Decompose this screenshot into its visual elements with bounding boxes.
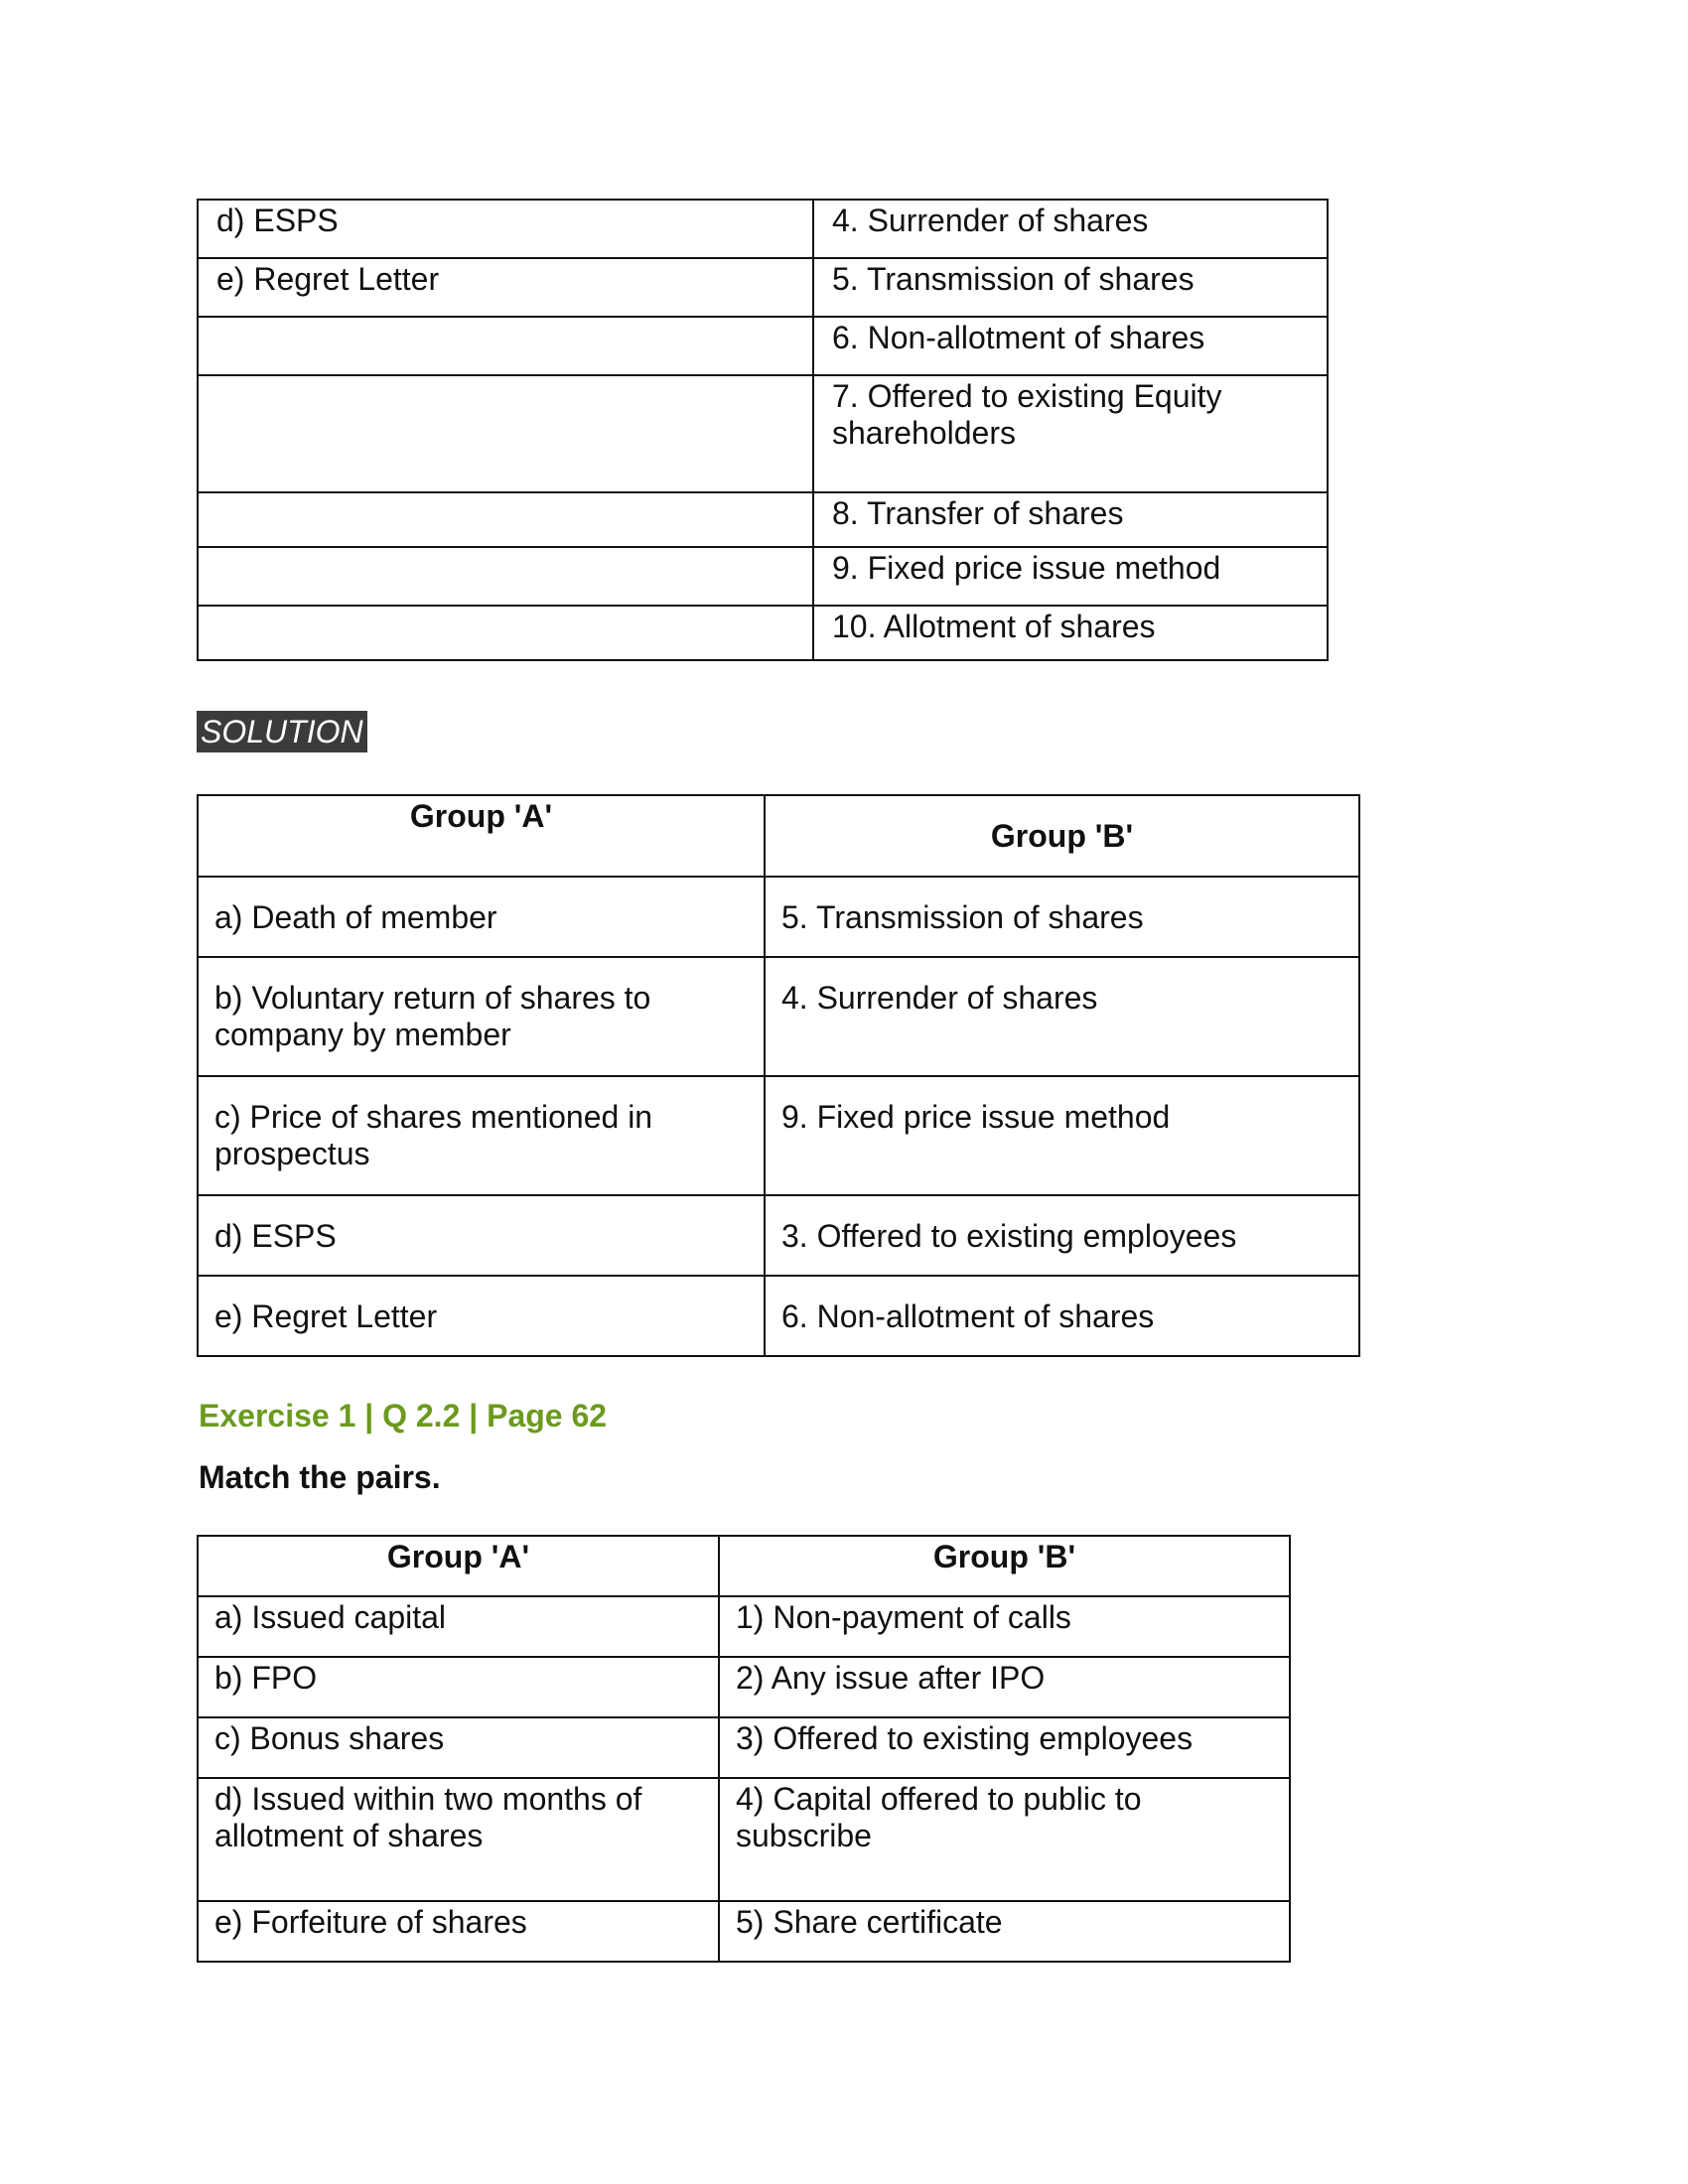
table-row bbox=[198, 1195, 1359, 1276]
group-a-cell: b) FPO bbox=[198, 1657, 719, 1717]
table-row bbox=[198, 1657, 1290, 1717]
match-table-continued bbox=[197, 199, 1329, 661]
table-header-row bbox=[198, 1536, 1290, 1596]
table-row bbox=[198, 1276, 1359, 1356]
group-b-header: Group 'B' bbox=[719, 1536, 1290, 1596]
group-b-cell: 3) Offered to existing employees bbox=[719, 1717, 1290, 1778]
group-a-cell: e) Regret Letter bbox=[198, 258, 813, 317]
table-row bbox=[198, 1596, 1290, 1657]
table-row bbox=[198, 547, 1328, 606]
group-b-cell: 3. Offered to existing employees bbox=[765, 1195, 1359, 1276]
table-row bbox=[198, 200, 1328, 258]
table-header-row bbox=[198, 795, 1359, 877]
group-a-cell: c) Bonus shares bbox=[198, 1717, 719, 1778]
group-b-cell: 9. Fixed price issue method bbox=[813, 547, 1328, 606]
group-b-cell: 7. Offered to existing Equity shareholders bbox=[813, 375, 1328, 492]
group-b-cell: 6. Non-allotment of shares bbox=[765, 1276, 1359, 1356]
solution-label: SOLUTION bbox=[197, 711, 367, 752]
group-b-cell: 5) Share certificate bbox=[719, 1901, 1290, 1962]
group-a-header: Group 'A' bbox=[198, 795, 765, 877]
table-row bbox=[198, 317, 1328, 375]
group-a-cell: d) ESPS bbox=[198, 200, 813, 258]
group-b-header: Group 'B' bbox=[765, 795, 1359, 877]
table-row bbox=[198, 1717, 1290, 1778]
group-a-cell: e) Forfeiture of shares bbox=[198, 1901, 719, 1962]
table-row bbox=[198, 1778, 1290, 1901]
question-text: Match the pairs. bbox=[199, 1459, 441, 1495]
match-pairs-table bbox=[197, 1535, 1291, 1963]
group-a-cell bbox=[198, 606, 813, 660]
table-row bbox=[198, 375, 1328, 492]
solution-table bbox=[197, 794, 1360, 1357]
group-b-cell: 8. Transfer of shares bbox=[813, 492, 1328, 547]
group-b-cell: 1) Non-payment of calls bbox=[719, 1596, 1290, 1657]
group-a-cell: b) Voluntary return of shares to company by member bbox=[198, 957, 765, 1076]
table-row bbox=[198, 877, 1359, 957]
group-a-cell: c) Price of shares mentioned in prospectus bbox=[198, 1076, 765, 1195]
group-b-cell: 5. Transmission of shares bbox=[813, 258, 1328, 317]
group-a-cell: a) Issued capital bbox=[198, 1596, 719, 1657]
group-a-cell bbox=[198, 492, 813, 547]
group-b-cell: 10. Allotment of shares bbox=[813, 606, 1328, 660]
table-row bbox=[198, 258, 1328, 317]
group-b-cell: 4) Capital offered to public to subscribe bbox=[719, 1778, 1290, 1901]
table-row bbox=[198, 1076, 1359, 1195]
table-row bbox=[198, 957, 1359, 1076]
group-a-cell bbox=[198, 547, 813, 606]
group-a-cell: a) Death of member bbox=[198, 877, 765, 957]
exercise-heading: Exercise 1 | Q 2.2 | Page 62 bbox=[199, 1398, 608, 1433]
group-a-cell bbox=[198, 317, 813, 375]
group-a-cell: d) Issued within two months of allotment of shares bbox=[198, 1778, 719, 1901]
table-row bbox=[198, 492, 1328, 547]
group-b-cell: 2) Any issue after IPO bbox=[719, 1657, 1290, 1717]
group-a-cell bbox=[198, 375, 813, 492]
group-b-cell: 5. Transmission of shares bbox=[765, 877, 1359, 957]
table-row bbox=[198, 606, 1328, 660]
group-a-cell: e) Regret Letter bbox=[198, 1276, 765, 1356]
group-b-cell: 4. Surrender of shares bbox=[765, 957, 1359, 1076]
table-row bbox=[198, 1901, 1290, 1962]
group-b-cell: 4. Surrender of shares bbox=[813, 200, 1328, 258]
group-b-cell: 6. Non-allotment of shares bbox=[813, 317, 1328, 375]
group-a-header: Group 'A' bbox=[198, 1536, 719, 1596]
group-b-cell: 9. Fixed price issue method bbox=[765, 1076, 1359, 1195]
group-a-cell: d) ESPS bbox=[198, 1195, 765, 1276]
